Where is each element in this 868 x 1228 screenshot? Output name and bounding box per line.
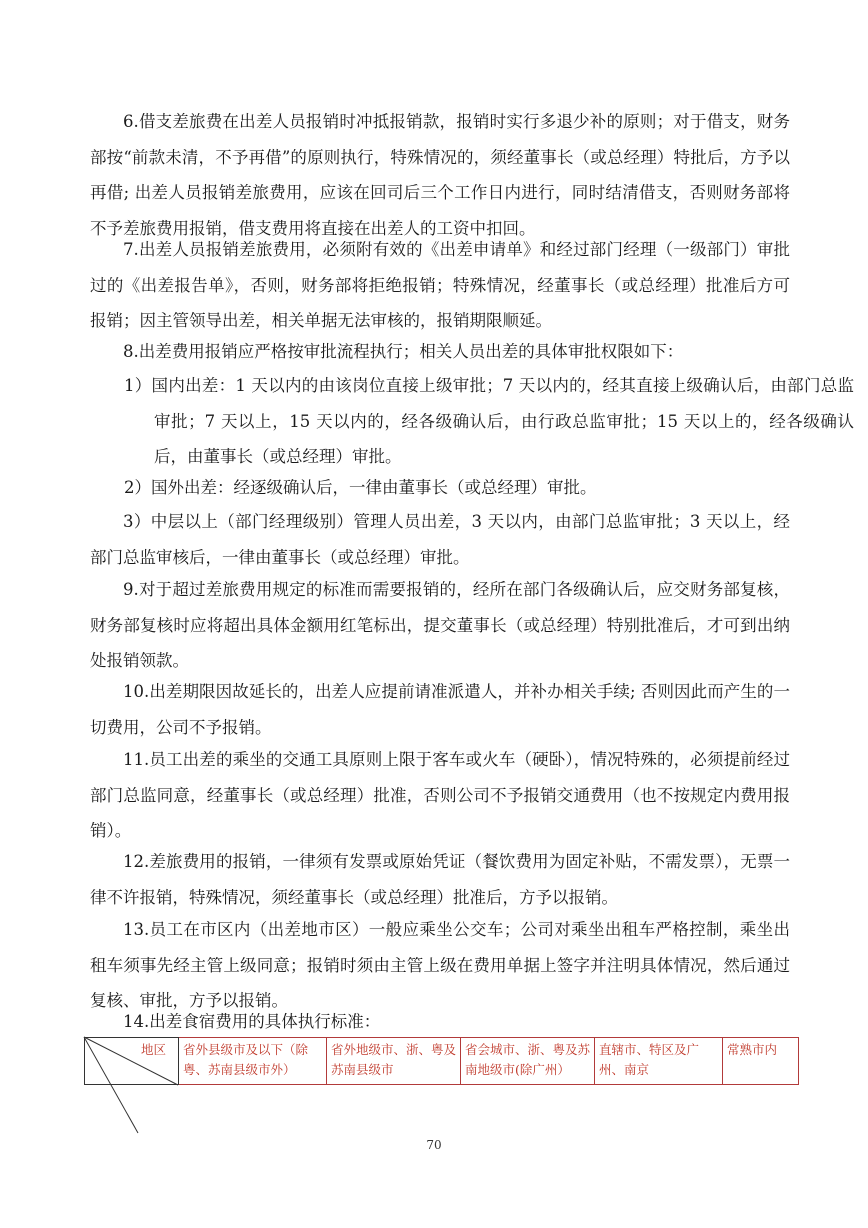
table-diagonal-lines [84,1037,164,1137]
list-item-domestic: 1）国内出差：1 天以内的由该岗位直接上级审批；7 天以内的，经其直接上级确认后，由部门总监审批；7 天以上，15 天以内的，经各级确认后，由行政总监审批；15 天以上的，经各级确认后，由董事长（或总经理）审批。 [124,376,854,466]
paragraph-9: 9.对于超过差旅费用规定的标准而需要报销的，经所在部门各级确认后，应交财务部复核，财务部复核时应将超出具体金额用红笔标出，提交董事长（或总经理）特别批准后，才可到出纳处报销领款。 [90,580,790,670]
table-header-cell: 直辖市、特区及广州、南京 [595,1038,723,1085]
paragraph-6: 6.借支差旅费在出差人员报销时冲抵报销款，报销时实行多退少补的原则；对于借支，财务部按“前款未清，不予再借”的原则执行，特殊情况的，须经董事长（或总经理）特批后，方予以再借; 出差人员报销差旅费用，应该在回司后三个工作日内进行，同时结清借支，否则财务部将不予差旅费用报销，借支费用将直接在出差人的工资中扣回。 [90,112,790,238]
paragraph-12: 12.差旅费用的报销，一律须有发票或原始凭证（餐饮费用为固定补贴，不需发票），无票一律不许报销，特殊情况，须经董事长（或总经理）批准后，方予以报销。 [90,852,790,907]
paragraph-14: 14.出差食宿费用的具体执行标准： [123,1012,381,1031]
paragraph-8: 8.出差费用报销应严格按审批流程执行；相关人员出差的具体审批权限如下： [123,342,684,361]
table-header-cell: 省会城市、浙、粤及苏南地级市(除广州） [461,1038,595,1085]
meal-lodging-standard-table [84,1037,798,1085]
table-header-cell: 常熟市内 [723,1038,799,1085]
table-header-row [85,1038,799,1085]
paragraph-11: 11.员工出差的乘坐的交通工具原则上限于客车或火车（硬卧），情况特殊的，必须提前经过部门总监同意，经董事长（或总经理）批准，否则公司不予报销交通费用（也不按规定内费用报销）。 [90,750,790,840]
table-corner-cell: 地区 [85,1038,179,1085]
list-item-overseas: 2）国外出差：经逐级确认后，一律由董事长（或总经理）审批。 [124,478,597,497]
list-item-middle-management: 3）中层以上（部门经理级别）管理人员出差，3 天以内，由部门总监审批；3 天以上，经部门总监审核后，一律由董事长（或总经理）审批。 [90,512,790,567]
page-number: 70 [426,1138,442,1152]
table-header-cell: 省外地级市、浙、粤及苏南县级市 [327,1038,461,1085]
paragraph-10: 10.出差期限因故延长的，出差人应提前请准派遣人，并补办相关手续; 否则因此而产生的一切费用，公司不予报销。 [90,682,790,737]
table-header-cell: 省外县级市及以下（除粤、苏南县级市外） [179,1038,327,1085]
paragraph-13: 13.员工在市区内（出差地市区）一般应乘坐公交车；公司对乘坐出租车严格控制，乘坐出租车须事先经主管上级同意；报销时须由主管上级在费用单据上签字并注明具体情况，然后通过复核、审批，方予以报销。 [90,920,790,1010]
paragraph-7: 7.出差人员报销差旅费用，必须附有效的《出差申请单》和经过部门经理（一级部门）审批过的《出差报告单》，否则，财务部将拒绝报销；特殊情况，经董事长（或总经理）批准后方可报销；因主管领导出差，相关单据无法审核的，报销期限顺延。 [90,240,790,330]
